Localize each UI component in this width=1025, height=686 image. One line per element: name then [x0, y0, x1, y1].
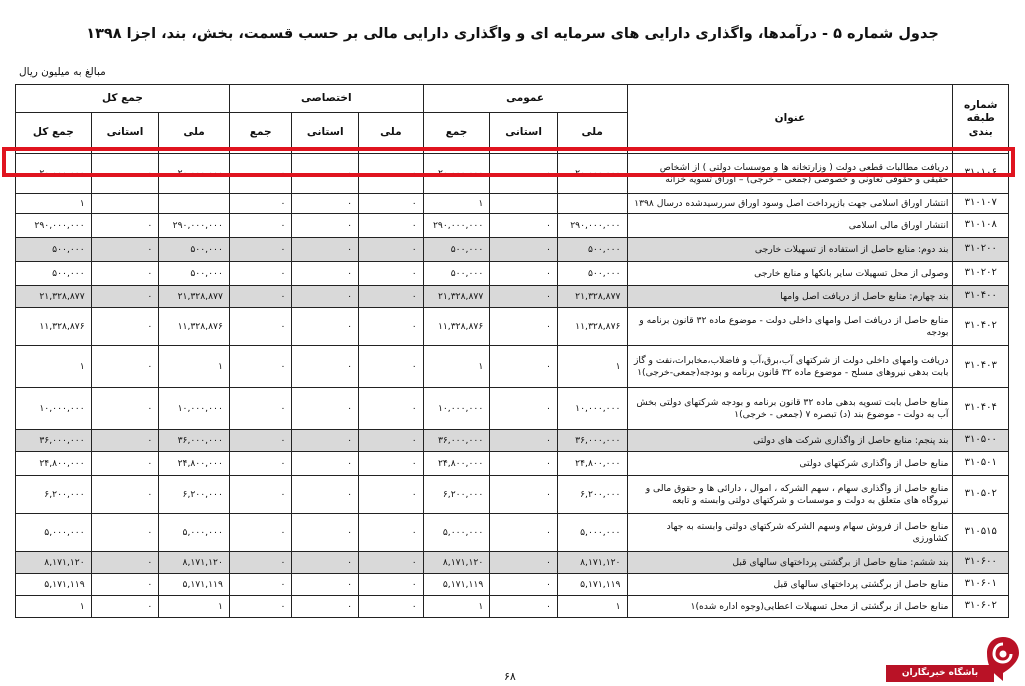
- table-row: [16, 452, 1009, 476]
- cell-grand-national: ۱: [159, 596, 230, 618]
- cell-grand-national: ۵,۰۰۰,۰۰۰: [159, 514, 230, 552]
- cell-general-provincial: ۰: [490, 238, 558, 262]
- table-row: [16, 574, 1009, 596]
- cell-general-sum: ۲۱,۳۲۸,۸۷۷: [423, 286, 490, 308]
- cell-dedicated-sum: ۰: [229, 238, 292, 262]
- cell-dedicated-provincial: ۰: [292, 388, 359, 430]
- cell-dedicated-sum: ۰: [229, 514, 292, 552]
- cell-grand-national: ۱۱,۳۲۸,۸۷۶: [159, 308, 230, 346]
- cell-grand-provincial: ۰: [91, 476, 159, 514]
- cell-grand-total: ۲۰,۰۰۰,۰۰۰: [16, 154, 92, 194]
- cell-dedicated-national: ۰: [359, 262, 424, 286]
- cell-dedicated-provincial: ۰: [292, 238, 359, 262]
- cell-dedicated-provincial: ۰: [292, 194, 359, 214]
- cell-dedicated-provincial: ۰: [292, 452, 359, 476]
- cell-grand-total: ۱: [16, 194, 92, 214]
- cell-general-sum: ۲۴,۸۰۰,۰۰۰: [423, 452, 490, 476]
- cell-general-provincial: ۰: [490, 214, 558, 238]
- cell-dedicated-sum: ۰: [229, 262, 292, 286]
- cell-dedicated-provincial: ۰: [292, 552, 359, 574]
- cell-general-sum: ۲۰,۰۰۰,۰۰۰: [423, 154, 490, 194]
- cell-title: بند چهارم: منابع حاصل از دریافت اصل وامها: [627, 286, 953, 308]
- cell-grand-total: ۵۰۰,۰۰۰: [16, 262, 92, 286]
- table-row: [16, 346, 1009, 388]
- cell-general-sum: ۱: [423, 194, 490, 214]
- cell-grand-provincial: ۰: [91, 514, 159, 552]
- cell-general-sum: ۲۹۰,۰۰۰,۰۰۰: [423, 214, 490, 238]
- cell-dedicated-sum: ۰: [229, 430, 292, 452]
- cell-dedicated-sum: ۰: [229, 476, 292, 514]
- cell-dedicated-provincial: ۰: [292, 476, 359, 514]
- cell-grand-total: ۵,۱۷۱,۱۱۹: [16, 574, 92, 596]
- cell-grand-national: ۵۰۰,۰۰۰: [159, 238, 230, 262]
- cell-code: ۳۱۰۴۰۰: [953, 286, 1009, 308]
- table-row: [16, 476, 1009, 514]
- cell-code: ۳۱۰۶۰۲: [953, 596, 1009, 618]
- cell-code: ۳۱۰۶۰۱: [953, 574, 1009, 596]
- cell-grand-provincial: ۰: [91, 430, 159, 452]
- brand-text: باشگاه خبرنگاران: [886, 665, 994, 682]
- cell-grand-provincial: ۰: [91, 574, 159, 596]
- cell-general-national: ۱۰,۰۰۰,۰۰۰: [557, 388, 627, 430]
- highlight-box: [2, 147, 1015, 177]
- cell-title: بند پنجم: منابع حاصل از واگذاری شرکت های دولتی: [627, 430, 953, 452]
- cell-grand-provincial: ۰: [91, 262, 159, 286]
- cell-grand-total: ۲۴,۸۰۰,۰۰۰: [16, 452, 92, 476]
- cell-code: ۳۱۰۶۰۰: [953, 552, 1009, 574]
- cell-grand-total: ۵,۰۰۰,۰۰۰: [16, 514, 92, 552]
- cell-grand-provincial: ۰: [91, 596, 159, 618]
- cell-dedicated-sum: ۰: [229, 214, 292, 238]
- subheader-dedicated-national: ملی: [359, 113, 424, 154]
- cell-general-sum: ۱۰,۰۰۰,۰۰۰: [423, 388, 490, 430]
- cell-grand-total: ۲۹۰,۰۰۰,۰۰۰: [16, 214, 92, 238]
- cell-dedicated-national: ۰: [359, 286, 424, 308]
- cell-dedicated-provincial: ۰: [292, 286, 359, 308]
- cell-general-provincial: ۰: [490, 346, 558, 388]
- cell-general-national: ۸,۱۷۱,۱۲۰: [557, 552, 627, 574]
- cell-grand-provincial: ۰: [91, 388, 159, 430]
- table-row: [16, 286, 1009, 308]
- cell-dedicated-national: ۰: [359, 238, 424, 262]
- cell-dedicated-national: ۰: [359, 596, 424, 618]
- cell-dedicated-national: ۰: [359, 388, 424, 430]
- cell-dedicated-provincial: ۰: [292, 262, 359, 286]
- cell-grand-provincial: ۰: [91, 552, 159, 574]
- cell-title: منابع حاصل از واگذاری شرکتهای دولتی: [627, 452, 953, 476]
- cell-grand-total: ۱۰,۰۰۰,۰۰۰: [16, 388, 92, 430]
- cell-title: بند دوم: منابع حاصل از استفاده از تسهیلات خارجی: [627, 238, 953, 262]
- brand-badge: [886, 631, 1022, 686]
- brand-logo-icon: [986, 635, 1020, 683]
- cell-general-provincial: ۰: [490, 476, 558, 514]
- cell-grand-total: ۶,۲۰۰,۰۰۰: [16, 476, 92, 514]
- cell-general-national: ۲۴,۸۰۰,۰۰۰: [557, 452, 627, 476]
- cell-general-national: ۶,۲۰۰,۰۰۰: [557, 476, 627, 514]
- cell-general-sum: ۱: [423, 596, 490, 618]
- cell-grand-total: ۱: [16, 596, 92, 618]
- cell-general-sum: ۸,۱۷۱,۱۲۰: [423, 552, 490, 574]
- cell-dedicated-national: ۰: [359, 154, 424, 194]
- cell-general-sum: ۵۰۰,۰۰۰: [423, 262, 490, 286]
- cell-title: دریافت مطالبات قطعی دولت ( وزارتخانه ها و موسسات دولتی ) از اشخاص حقیقی و حقوقی تعاونی و خصوصی (جمعی – خرجی) – اوراق تسویه خزانه: [627, 154, 953, 194]
- cell-dedicated-provincial: ۰: [292, 308, 359, 346]
- subheader-dedicated-provincial: استانی: [292, 113, 359, 154]
- table-row: [16, 514, 1009, 552]
- cell-title: منابع حاصل از فروش سهام وسهم الشرکه شرکتهای دولتی وابسته به جهاد کشاورزی: [627, 514, 953, 552]
- cell-general-national: ۱: [557, 346, 627, 388]
- cell-dedicated-sum: ۰: [229, 346, 292, 388]
- cell-grand-provincial: ۰: [91, 346, 159, 388]
- cell-grand-provincial: ۰: [91, 238, 159, 262]
- group-header-general: عمومی: [423, 85, 627, 113]
- table-row: [16, 388, 1009, 430]
- cell-code: ۳۱۰۱۰۷: [953, 194, 1009, 214]
- cell-code: ۳۱۰۴۰۲: [953, 308, 1009, 346]
- cell-general-provincial: ۰: [490, 262, 558, 286]
- cell-general-sum: ۵۰۰,۰۰۰: [423, 238, 490, 262]
- cell-code: ۳۱۰۵۱۵: [953, 514, 1009, 552]
- group-header-grand-total: جمع کل: [16, 85, 230, 113]
- table-row: [16, 262, 1009, 286]
- cell-grand-national: ۵۰۰,۰۰۰: [159, 262, 230, 286]
- cell-general-provincial: ۰: [490, 574, 558, 596]
- subheader-general-provincial: استانی: [490, 113, 558, 154]
- cell-dedicated-national: ۰: [359, 194, 424, 214]
- cell-dedicated-sum: ۰: [229, 552, 292, 574]
- cell-grand-national: [159, 194, 230, 214]
- subheader-general-national: ملی: [557, 113, 627, 154]
- cell-general-provincial: ۰: [490, 514, 558, 552]
- subheader-grand-total: جمع کل: [16, 113, 92, 154]
- cell-general-sum: ۱۱,۳۲۸,۸۷۶: [423, 308, 490, 346]
- cell-title: منابع حاصل از برگشتی پرداختهای سالهای قبل: [627, 574, 953, 596]
- cell-dedicated-sum: ۰: [229, 452, 292, 476]
- cell-dedicated-provincial: ۰: [292, 574, 359, 596]
- cell-grand-total: ۱۱,۳۲۸,۸۷۶: [16, 308, 92, 346]
- cell-title: دریافت وامهای داخلی دولت از شرکتهای آب،برق،آب و فاضلاب،مخابرات،نفت و گاز بابت بدهی نیروهای مسلح - موضوع ماده ۳۲ قانون برنامه و بودجه(جمعی-خرجی)۱: [627, 346, 953, 388]
- cell-grand-national: ۸,۱۷۱,۱۲۰: [159, 552, 230, 574]
- cell-general-provincial: ۰: [490, 388, 558, 430]
- cell-general-national: ۵,۱۷۱,۱۱۹: [557, 574, 627, 596]
- cell-general-sum: ۵,۱۷۱,۱۱۹: [423, 574, 490, 596]
- page-title: جدول شماره ۵ - درآمدها، واگذاری دارایی های سرمایه ای و واگذاری دارایی مالی بر حسب قسمت، بخش، بند، اجزا ۱۳۹۸: [86, 26, 939, 42]
- cell-grand-national: ۲۹۰,۰۰۰,۰۰۰: [159, 214, 230, 238]
- cell-grand-national: ۱۰,۰۰۰,۰۰۰: [159, 388, 230, 430]
- cell-title: انتشار اوراق مالی اسلامی: [627, 214, 953, 238]
- cell-title: انتشار اوراق اسلامی جهت بازپرداخت اصل وسود اوراق سررسیدشده درسال ۱۳۹۸: [627, 194, 953, 214]
- cell-grand-national: ۲۴,۸۰۰,۰۰۰: [159, 452, 230, 476]
- table-row: [16, 238, 1009, 262]
- header-title: عنوان: [627, 85, 953, 154]
- table-row: [16, 430, 1009, 452]
- cell-code: ۳۱۰۱۰۸: [953, 214, 1009, 238]
- cell-dedicated-national: ۰: [359, 574, 424, 596]
- table-row: [16, 308, 1009, 346]
- cell-dedicated-provincial: ۰: [292, 214, 359, 238]
- cell-dedicated-national: ۰: [359, 452, 424, 476]
- cell-title: منابع حاصل از برگشتی از محل تسهیلات اعطایی(وجوه اداره شده)۱: [627, 596, 953, 618]
- cell-code: ۳۱۰۲۰۲: [953, 262, 1009, 286]
- cell-general-national: ۵,۰۰۰,۰۰۰: [557, 514, 627, 552]
- cell-code: ۳۱۰۱۰۶: [953, 154, 1009, 194]
- cell-general-provincial: ۰: [490, 308, 558, 346]
- cell-general-national: ۱۱,۳۲۸,۸۷۶: [557, 308, 627, 346]
- cell-title: بند ششم: منابع حاصل از برگشتی پرداختهای سالهای قبل: [627, 552, 953, 574]
- cell-dedicated-national: ۰: [359, 476, 424, 514]
- cell-grand-provincial: ۰: [91, 154, 159, 194]
- cell-dedicated-sum: ۰: [229, 596, 292, 618]
- group-header-dedicated: اختصاصی: [229, 85, 423, 113]
- cell-code: ۳۱۰۵۰۱: [953, 452, 1009, 476]
- cell-code: ۳۱۰۵۰۰: [953, 430, 1009, 452]
- cell-grand-provincial: ۰: [91, 286, 159, 308]
- cell-dedicated-provincial: ۰: [292, 154, 359, 194]
- cell-dedicated-sum: ۰: [229, 308, 292, 346]
- cell-general-sum: ۵,۰۰۰,۰۰۰: [423, 514, 490, 552]
- subheader-general-sum: جمع: [423, 113, 490, 154]
- cell-dedicated-provincial: ۰: [292, 596, 359, 618]
- subheader-dedicated-sum: جمع: [229, 113, 292, 154]
- cell-general-national: [557, 194, 627, 214]
- cell-dedicated-national: ۰: [359, 214, 424, 238]
- cell-dedicated-national: ۰: [359, 346, 424, 388]
- cell-code: ۳۱۰۴۰۴: [953, 388, 1009, 430]
- table-body: [16, 154, 1009, 618]
- table-row: [16, 596, 1009, 618]
- header-code: شماره طبقه بندی: [953, 85, 1009, 154]
- cell-dedicated-sum: ۰: [229, 388, 292, 430]
- cell-general-national: ۳۶,۰۰۰,۰۰۰: [557, 430, 627, 452]
- cell-grand-provincial: ۰: [91, 452, 159, 476]
- cell-grand-national: ۱: [159, 346, 230, 388]
- cell-general-sum: ۶,۲۰۰,۰۰۰: [423, 476, 490, 514]
- cell-grand-provincial: ۰: [91, 308, 159, 346]
- cell-code: ۳۱۰۲۰۰: [953, 238, 1009, 262]
- cell-general-national: ۲۰,۰۰۰,۰۰۰: [557, 154, 627, 194]
- cell-general-provincial: [490, 194, 558, 214]
- cell-grand-total: ۵۰۰,۰۰۰: [16, 238, 92, 262]
- cell-dedicated-national: ۰: [359, 430, 424, 452]
- cell-code: ۳۱۰۵۰۲: [953, 476, 1009, 514]
- cell-grand-total: ۸,۱۷۱,۱۲۰: [16, 552, 92, 574]
- cell-general-provincial: ۰: [490, 452, 558, 476]
- cell-general-national: ۵۰۰,۰۰۰: [557, 262, 627, 286]
- cell-dedicated-provincial: ۰: [292, 346, 359, 388]
- cell-general-provincial: ۰: [490, 286, 558, 308]
- table-row: [16, 552, 1009, 574]
- cell-title: منابع حاصل از دریافت اصل وامهای داخلی دولت - موضوع ماده ۳۲ قانون برنامه و بودجه: [627, 308, 953, 346]
- cell-general-provincial: ۰: [490, 552, 558, 574]
- cell-code: ۳۱۰۴۰۳: [953, 346, 1009, 388]
- cell-dedicated-sum: ۰: [229, 154, 292, 194]
- cell-grand-national: ۵,۱۷۱,۱۱۹: [159, 574, 230, 596]
- subheader-grand-national: ملی: [159, 113, 230, 154]
- cell-grand-provincial: ۰: [91, 214, 159, 238]
- page-number: ۶۸: [504, 670, 516, 683]
- cell-grand-provincial: [91, 194, 159, 214]
- cell-general-national: ۱: [557, 596, 627, 618]
- cell-grand-total: ۱: [16, 346, 92, 388]
- cell-general-national: ۵۰۰,۰۰۰: [557, 238, 627, 262]
- cell-title: وصولی از محل تسهیلات سایر بانکها و منابع خارجی: [627, 262, 953, 286]
- table-row: [16, 194, 1009, 214]
- cell-title: منابع حاصل از واگذاری سهام ، سهم الشرکه ، اموال ، دارائی ها و حقوق مالی و نیروگاه های متعلق به دولت و موسسات و شرکتهای دولتی وابسته و تابعه: [627, 476, 953, 514]
- cell-dedicated-provincial: ۰: [292, 430, 359, 452]
- cell-dedicated-sum: ۰: [229, 194, 292, 214]
- cell-dedicated-national: ۰: [359, 514, 424, 552]
- cell-general-provincial: ۰: [490, 596, 558, 618]
- cell-dedicated-provincial: ۰: [292, 514, 359, 552]
- cell-general-sum: ۱: [423, 346, 490, 388]
- cell-dedicated-national: ۰: [359, 552, 424, 574]
- cell-dedicated-sum: ۰: [229, 286, 292, 308]
- cell-general-national: ۲۱,۳۲۸,۸۷۷: [557, 286, 627, 308]
- cell-grand-total: ۲۱,۳۲۸,۸۷۷: [16, 286, 92, 308]
- subheader-grand-provincial: استانی: [91, 113, 159, 154]
- cell-general-provincial: ۰: [490, 154, 558, 194]
- cell-grand-national: ۶,۲۰۰,۰۰۰: [159, 476, 230, 514]
- unit-note: مبالغ به میلیون ریال: [19, 66, 106, 78]
- cell-dedicated-national: ۰: [359, 308, 424, 346]
- cell-general-sum: ۳۶,۰۰۰,۰۰۰: [423, 430, 490, 452]
- table-row: [16, 214, 1009, 238]
- cell-title: منابع حاصل بابت تسویه بدهی ماده ۳۲ قانون برنامه و بودجه شرکتهای دولتی بخش آب به دولت - موضوع بند (د) تبصره ۷ (جمعی - خرجی)۱: [627, 388, 953, 430]
- cell-general-provincial: ۰: [490, 430, 558, 452]
- cell-grand-national: ۲۱,۳۲۸,۸۷۷: [159, 286, 230, 308]
- cell-grand-national: ۳۶,۰۰۰,۰۰۰: [159, 430, 230, 452]
- cell-general-national: ۲۹۰,۰۰۰,۰۰۰: [557, 214, 627, 238]
- cell-dedicated-sum: ۰: [229, 574, 292, 596]
- cell-grand-total: ۳۶,۰۰۰,۰۰۰: [16, 430, 92, 452]
- cell-grand-national: ۲۰,۰۰۰,۰۰۰: [159, 154, 230, 194]
